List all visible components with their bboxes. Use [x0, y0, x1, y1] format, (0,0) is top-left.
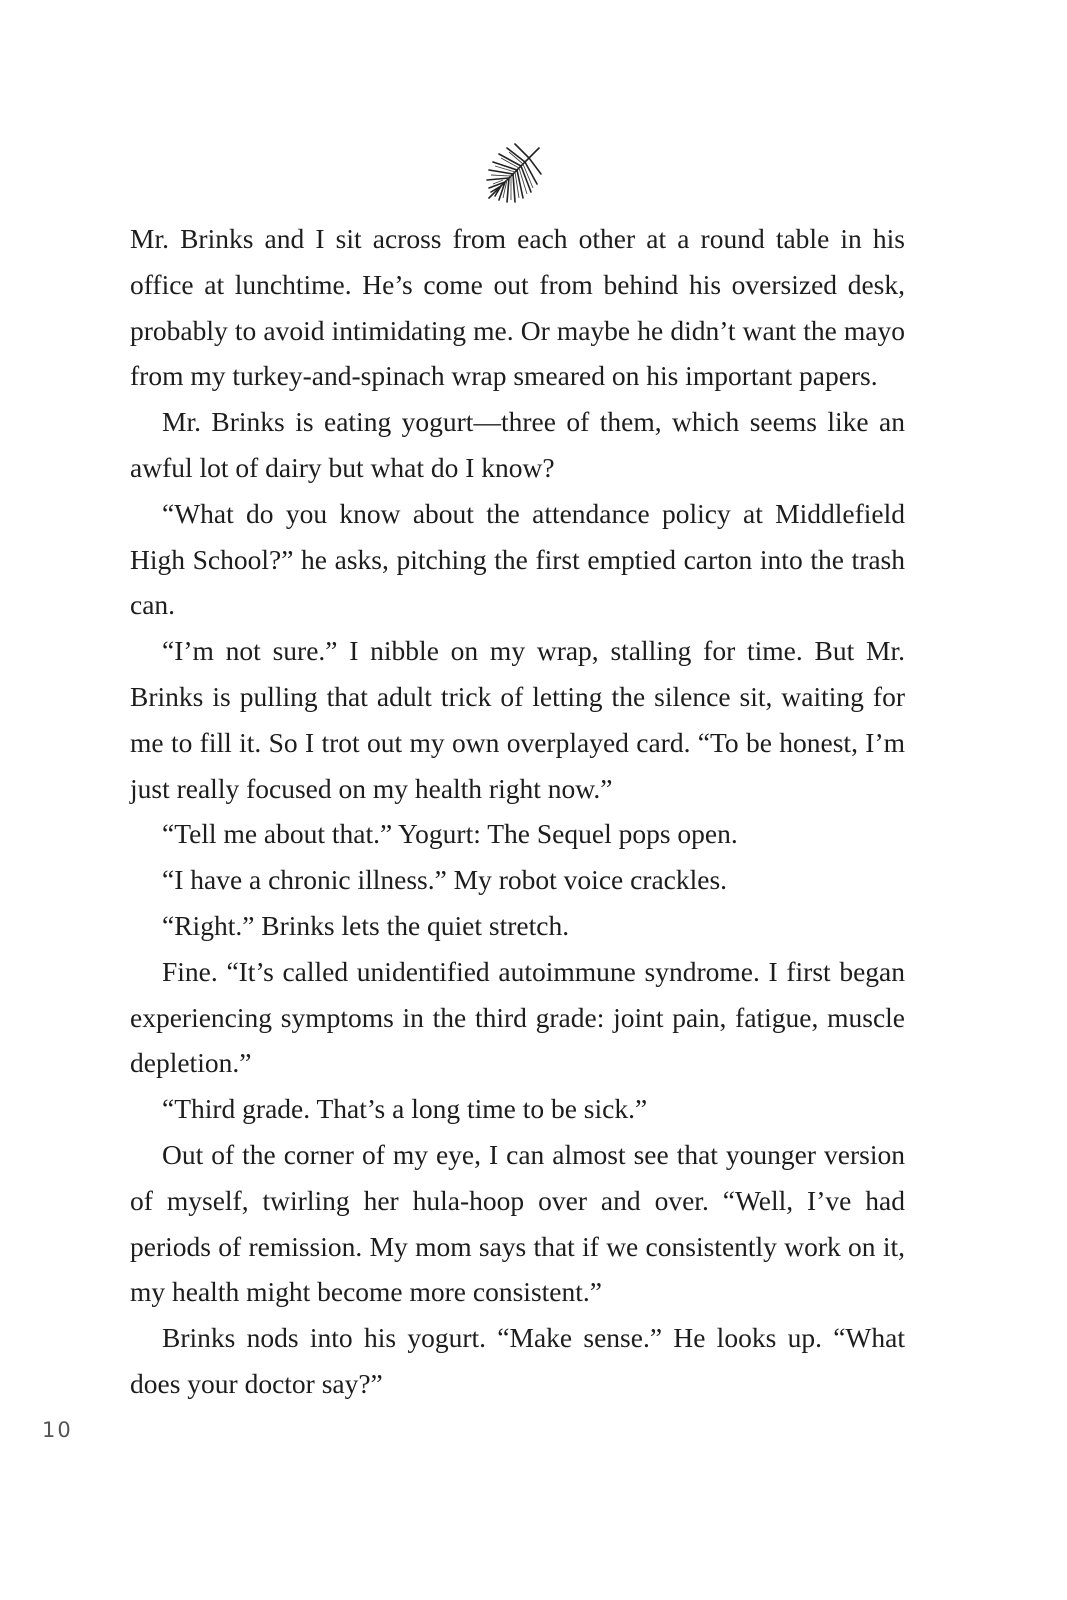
paragraph: “I’m not sure.” I nibble on my wrap, stalling for time. But Mr. Brinks is pulling that adult trick of letting the silence sit, waiting for me to fill it. So I trot out my own overplayed card. “To be honest, I’m just really focused on my health right now.”: [130, 635, 905, 804]
paragraph: Mr. Brinks and I sit across from each other at a round table in his office at lunchtime. He’s come out from behind his oversized desk, probably to avoid intimidating me. Or maybe he didn’t want the mayo from my turkey-and-spinach wrap smeared on his important papers.: [130, 223, 905, 392]
page-number: 10: [42, 1418, 73, 1442]
paragraph: “What do you know about the attendance policy at Middlefield High School?” he asks, pitching the first emptied carton into the trash can.: [130, 497, 905, 621]
pinecone-fern-ornament-icon: [481, 140, 547, 206]
body-text: [130, 216, 905, 1407]
paragraph: “I have a chronic illness.” My robot voice crackles.: [162, 864, 728, 896]
paragraph: “Third grade. That’s a long time to be sick.”: [162, 1093, 648, 1125]
paragraph: Out of the corner of my eye, I can almost see that younger version of myself, twirling her hula-hoop over and over. “Well, I’ve had periods of remission. My mom says that if we consistently work on it, my health might become more consistent.”: [130, 1138, 905, 1308]
paragraph: “Tell me about that.” Yogurt: The Sequel pops open.: [162, 818, 738, 850]
paragraph: “Right.” Brinks lets the quiet stretch.: [162, 909, 570, 941]
paragraph: Fine. “It’s called unidentified autoimmune syndrome. I first began experiencing symptoms in the third grade: joint pain, fatigue, muscle depletion.”: [130, 955, 905, 1079]
paragraph: Brinks nods into his yogurt. “Make sense.” He looks up. “What does your doctor say?”: [130, 1322, 905, 1399]
paragraph: Mr. Brinks is eating yogurt—three of them, which seems like an awful lot of dairy but what do I know?: [130, 406, 905, 483]
